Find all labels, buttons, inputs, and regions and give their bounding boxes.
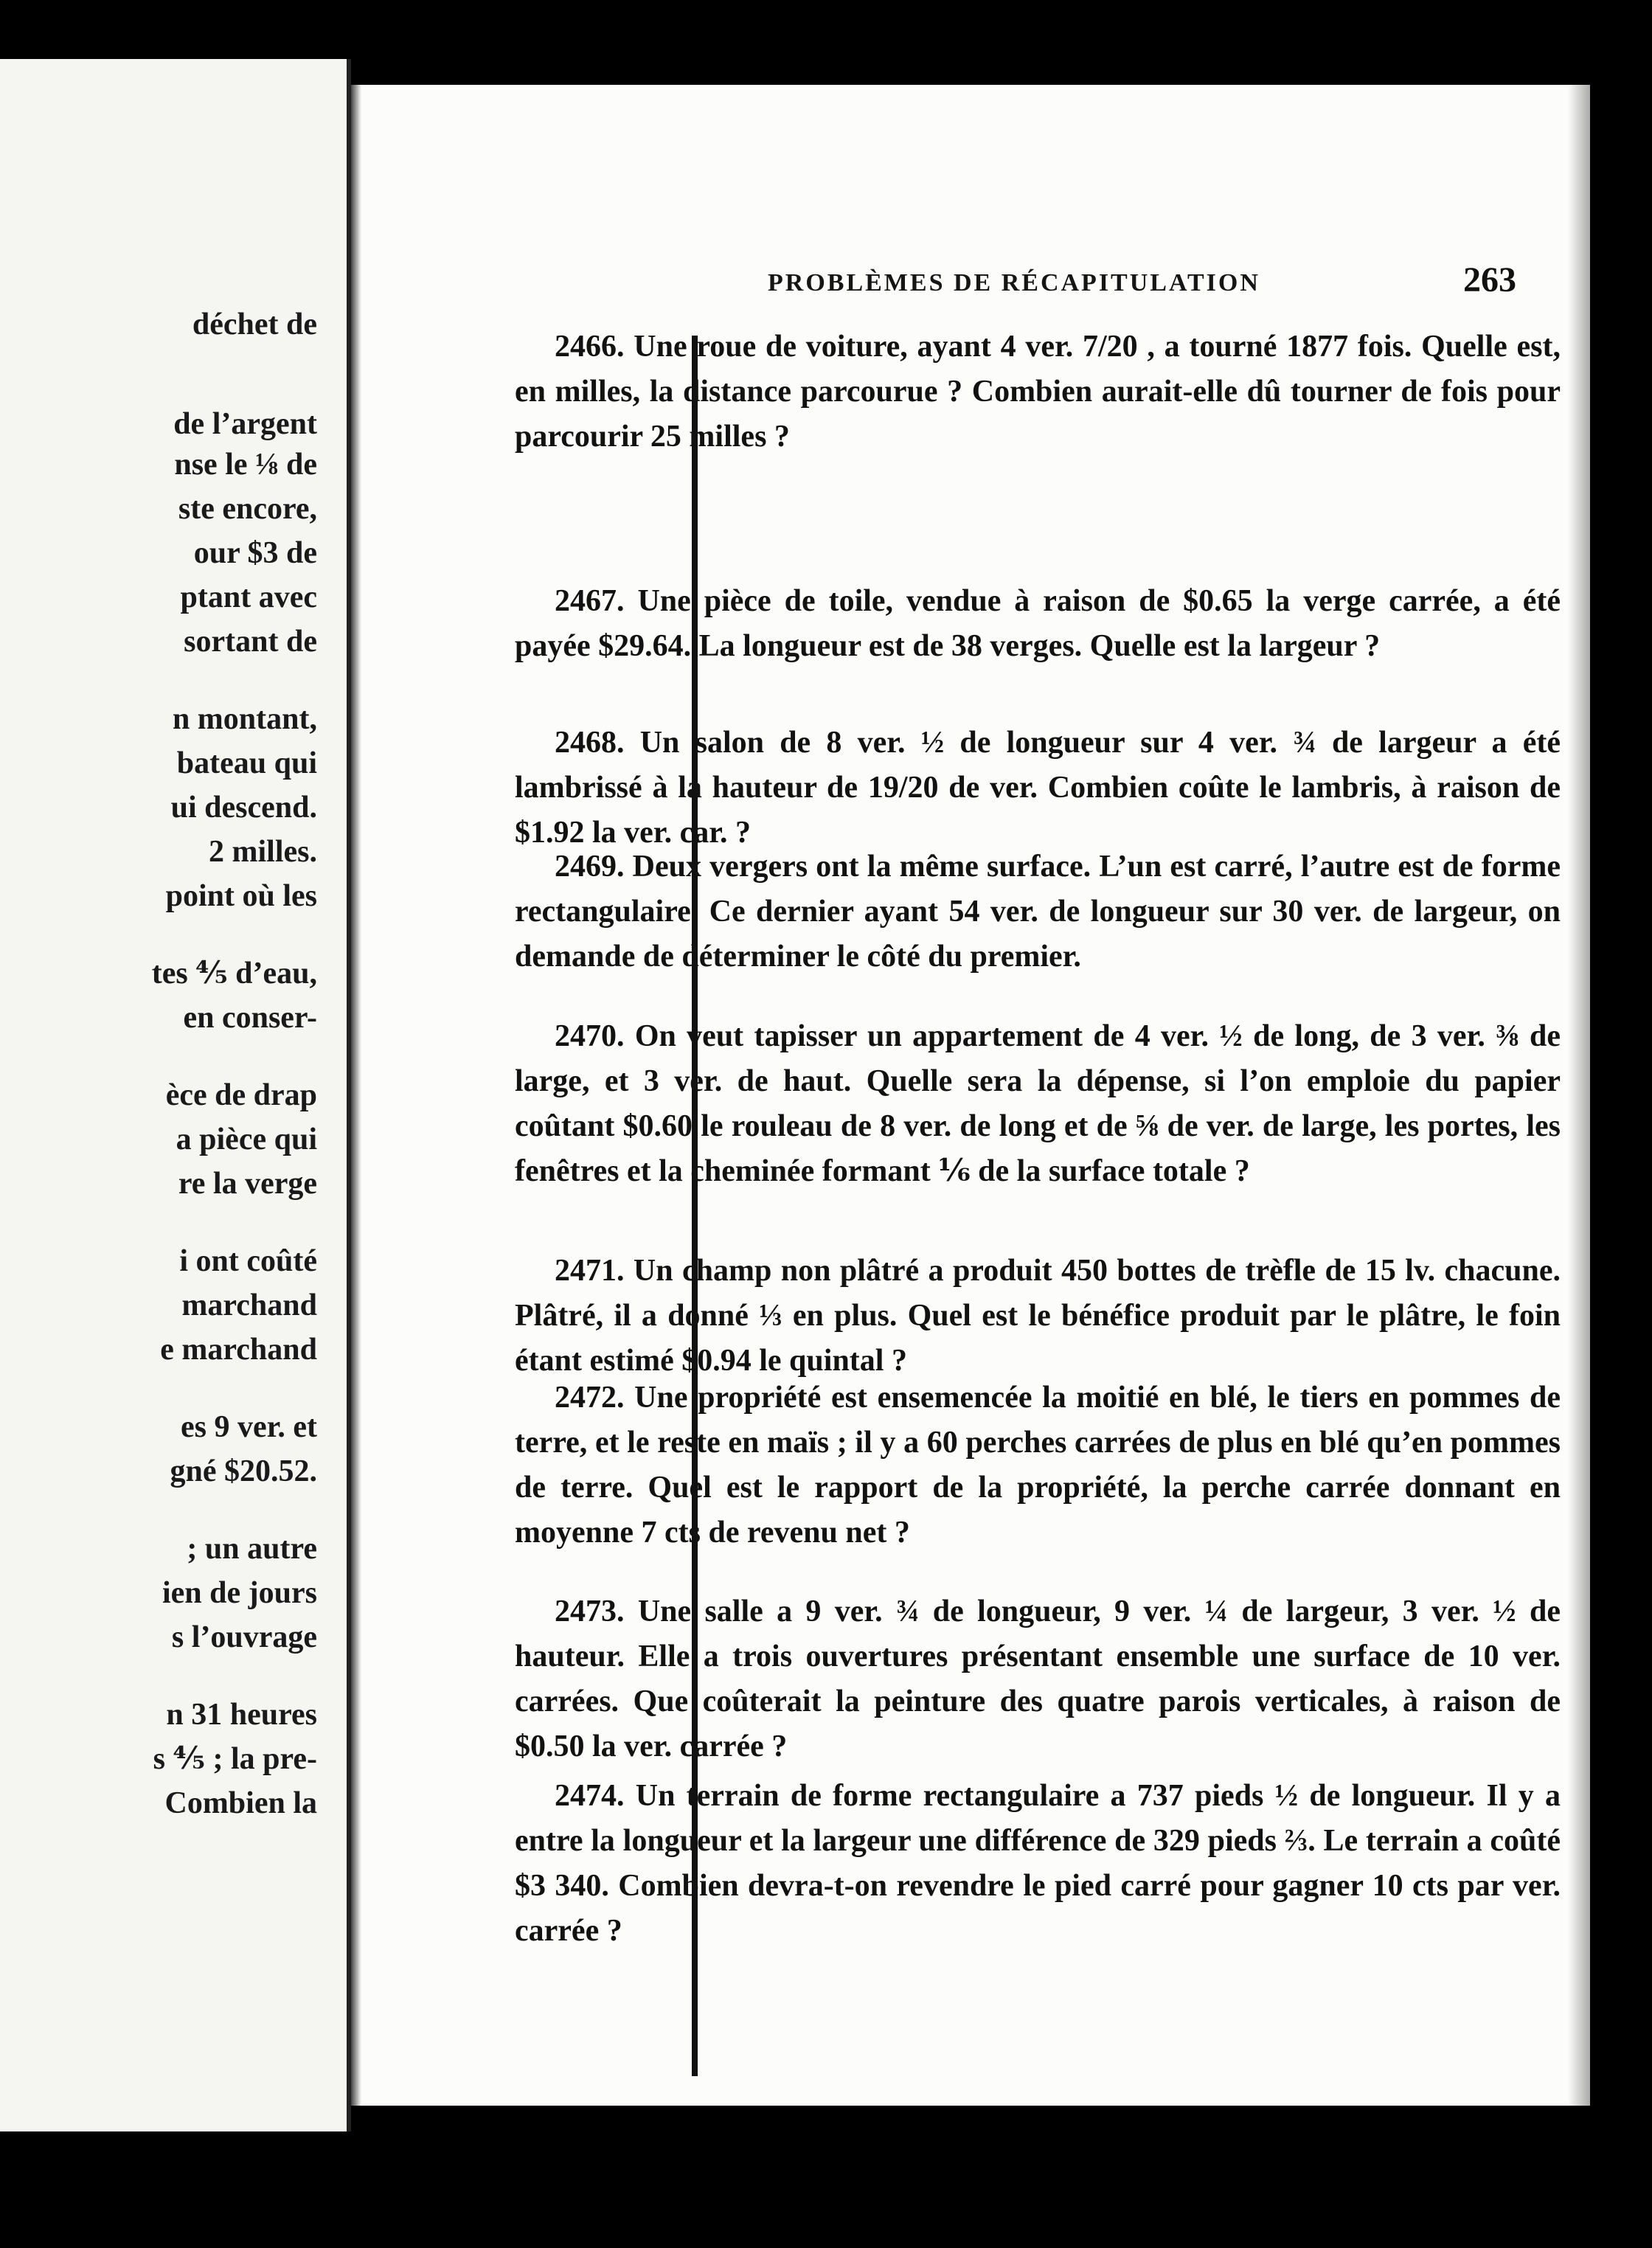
problem-number: 2471. [555,1254,625,1288]
left-page-line: gné $20.52. [170,1454,317,1488]
problem-2467 [515,579,1561,669]
left-page-line: marchand [181,1288,317,1322]
left-page-line: n montant, [172,702,317,736]
left-page-line: n 31 heures [166,1698,317,1732]
problem-2472 [515,1375,1561,1555]
left-page-line: point où les [165,879,317,913]
left-page-line: Combien la [164,1786,317,1820]
problem-2470 [515,1014,1561,1194]
left-page-line: s ⅘ ; la pre- [153,1742,317,1776]
left-page-line: ui descend. [170,791,317,825]
left-page-line: nse le ⅛ de [174,448,317,482]
left-page-line: èce de drap [165,1078,317,1112]
problem-2466 [515,325,1561,459]
left-page-line: es 9 ver. et [180,1410,317,1444]
left-page-line: e marchand [160,1333,317,1367]
problem-number: 2468. [555,726,625,760]
problem-number: 2474. [555,1779,625,1813]
problem-number: 2472. [555,1381,625,1415]
left-page-line: sortant de [184,625,317,659]
problem-text: Un terrain de forme rectangulaire a 737 pieds ½ de longueur. Il y a entre la longueur et la largeur une différence de 329 pieds ⅔. Le terrain a coûté $3 340. Combien devra-t-on revendre le pied carré pour gagner 10 cts par ver. carrée ? [515,1779,1561,1948]
problem-text: Une salle a 9 ver. ¾ de longueur, 9 ver. ¼ de largeur, 3 ver. ½ de hauteur. Elle a trois ouvertures présentant ensemble une surface de 10 ver. carrées. Que coûterait la peinture des quatre parois verticales, à raison de $0.50 la ver. carrée ? [515,1595,1561,1763]
left-page-line: 2 milles. [209,835,317,869]
left-page-line: i ont coûté [179,1244,317,1278]
left-page-line: tes ⅘ d’eau, [151,957,317,991]
page-number: 263 [1463,260,1516,299]
previous-page-fragment [0,59,347,2131]
problem-text: Une roue de voiture, ayant 4 ver. 7/20 , a tourné 1877 fois. Quelle est, en milles, la distance parcourue ? Combien aurait-elle dû tourner de fois pour parcourir 25 milles ? [515,330,1561,454]
problem-number: 2469. [555,850,625,884]
left-page-line: re la verge [178,1167,317,1201]
left-page-line: s l’ouvrage [171,1620,317,1654]
problem-text: Deux vergers ont la même surface. L’un est carré, l’autre est de forme rectangulaire. Ce dernier ayant 54 ver. de longueur sur 30 ver. de largeur, on demande de déterminer le côté du premier. [515,850,1561,974]
problem-2473 [515,1589,1561,1769]
left-page-line: ien de jours [162,1576,317,1610]
left-page-line: ; un autre [187,1532,317,1566]
problem-2474 [515,1774,1561,1954]
problem-text: Un champ non plâtré a produit 450 bottes de trèfle de 15 lv. chacune. Plâtré, il a donné ⅓ en plus. Quel est le bénéfice produit par le plâtre, le foin étant estimé $0.94 le quintal ? [515,1254,1561,1378]
problem-number: 2466. [555,330,625,364]
problem-number: 2467. [555,584,625,618]
problem-text: Une pièce de toile, vendue à raison de $0.65 la verge carrée, a été payée $29.64. La longueur est de 38 verges. Quelle est la largeur ? [515,584,1561,663]
problem-number: 2470. [555,1019,625,1053]
left-page-line: our $3 de [193,536,317,570]
problem-number: 2473. [555,1595,625,1628]
left-page-line: a pièce qui [176,1123,317,1156]
running-title: PROBLÈMES DE RÉCAPITULATION [768,269,1260,296]
left-page-line: de l’argent [173,407,317,441]
problem-2471 [515,1249,1561,1384]
left-page-line: ste encore, [178,492,317,526]
left-page-line: ptant avec [180,580,317,614]
problem-text: Une propriété est ensemencée la moitié en blé, le tiers en pommes de terre, et le reste en maïs ; il y a 60 perches carrées de plus en blé qu’en pommes de terre. Quel est le rapport de la propriété, la perche carrée donnant en moyenne 7 cts de revenu net ? [515,1381,1561,1550]
problem-text: On veut tapisser un appartement de 4 ver. ½ de long, de 3 ver. ⅜ de large, et 3 ver. de haut. Quelle sera la dépense, si l’on emploie du papier coûtant $0.60 le rouleau de 8 ver. de long et de ⅝ de ver. de large, les portes, les fenêtres et la cheminée formant ⅙ de la surface totale ? [515,1019,1561,1188]
left-page-line: en conser- [183,1001,317,1035]
problem-2468 [515,721,1561,856]
problem-2469 [515,844,1561,979]
problem-text: Un salon de 8 ver. ½ de longueur sur 4 ver. ¾ de largeur a été lambrissé à la hauteur de 19/20 de ver. Combien coûte le lambris, à raison de $1.92 la ver. car. ? [515,726,1561,850]
left-page-line: bateau qui [176,746,317,780]
book-page [351,85,1590,2106]
left-page-line: déchet de [192,308,317,341]
